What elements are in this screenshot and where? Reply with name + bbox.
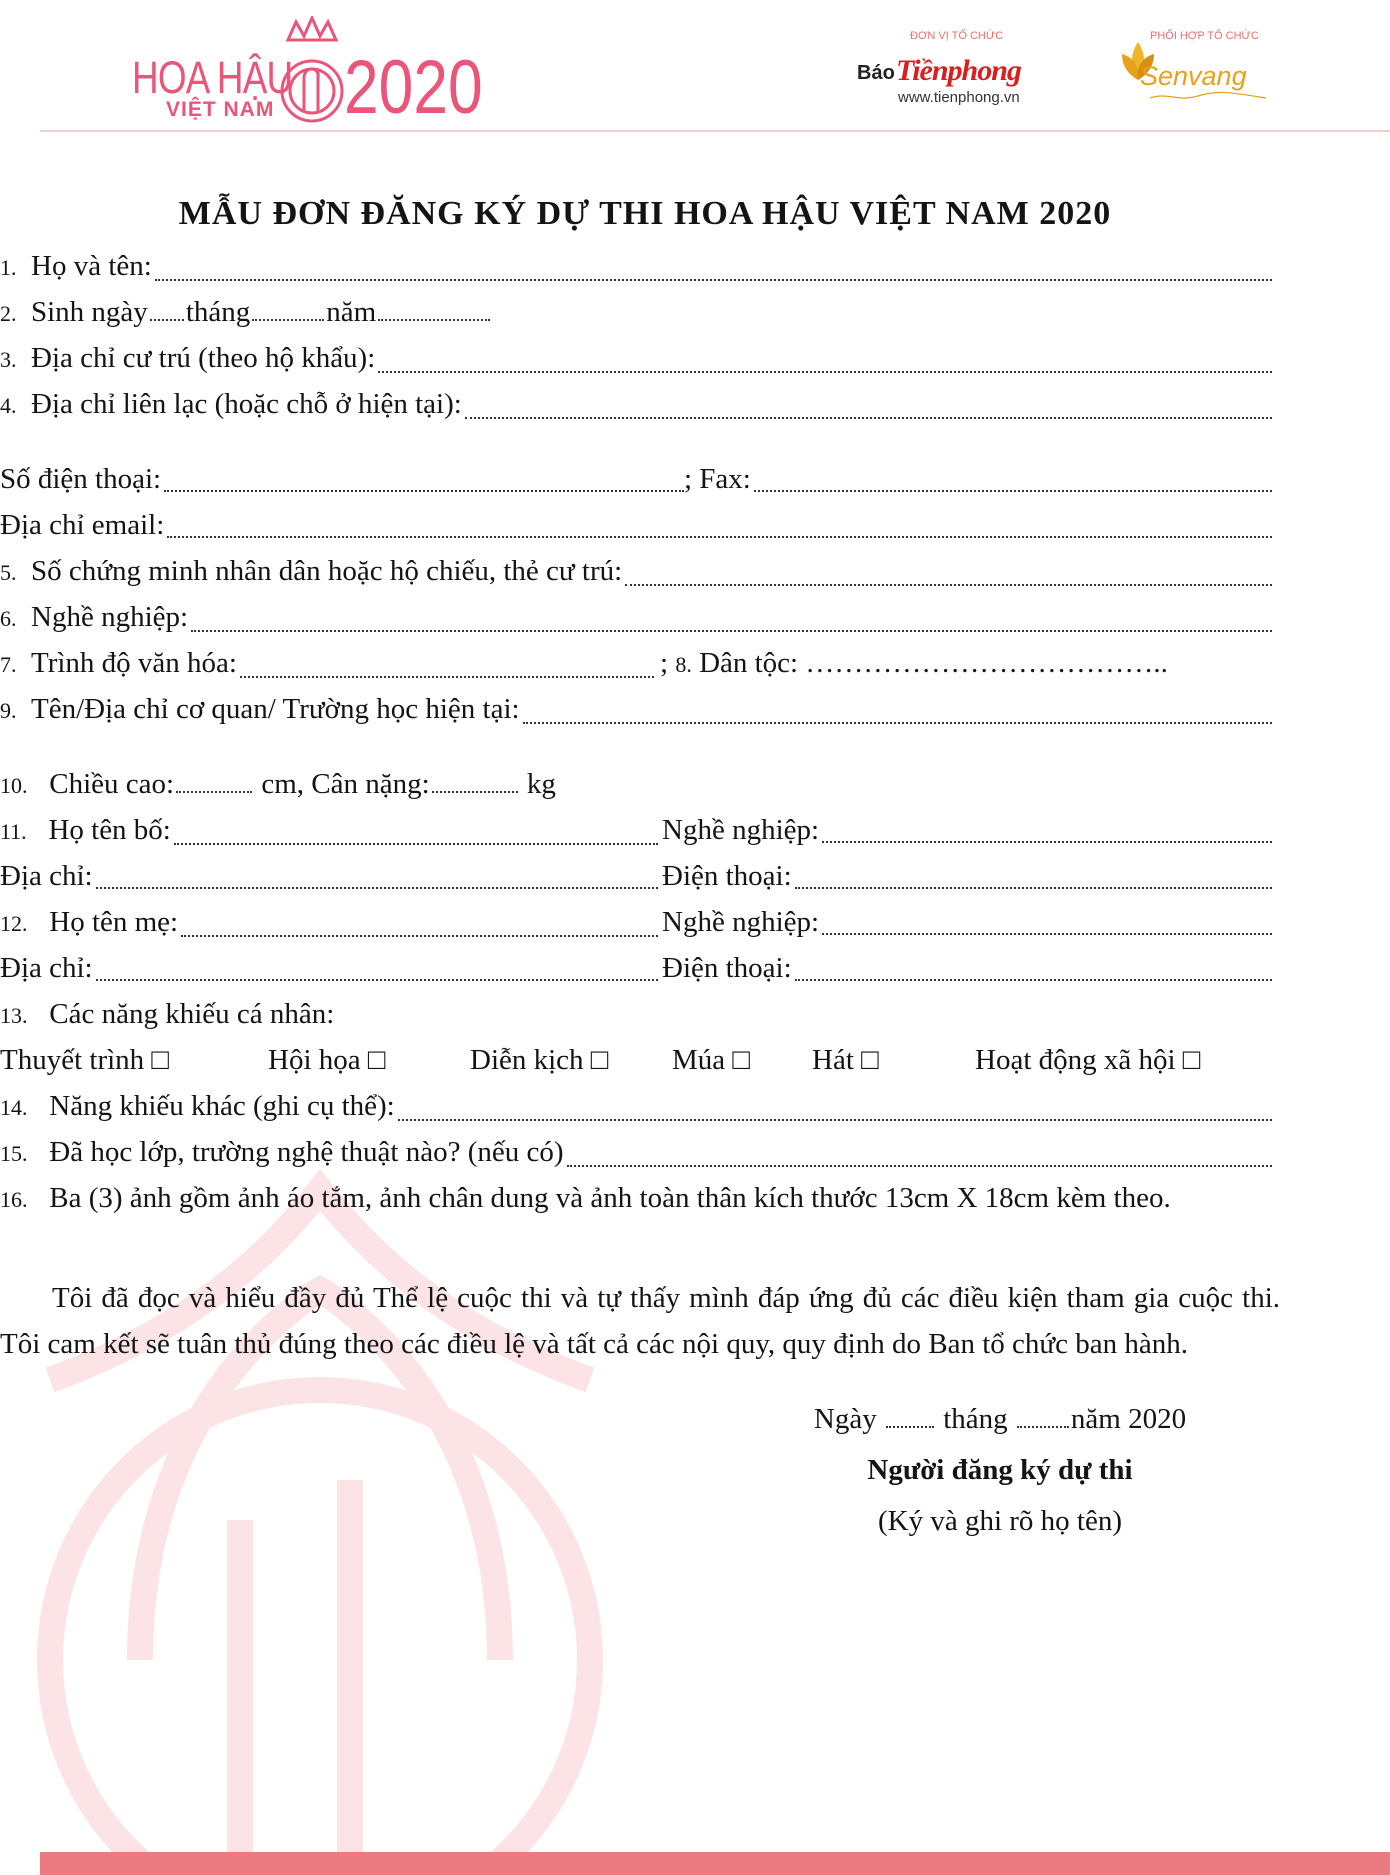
senvang-signature-icon	[1148, 90, 1268, 102]
declaration-paragraph: Tôi đã đọc và hiểu đầy đủ Thể lệ cuộc thi và tự thấy mình đáp ứng đủ các điều kiện tham gia cuộc thi. Tôi cam kết sẽ tuân thủ đúng theo các điều lệ và tất cả các nội quy, quy định do Ban tổ chức ban hành.	[0, 1282, 1280, 1360]
phone-row	[0, 459, 1272, 499]
father-address-label: Địa chỉ:	[0, 860, 93, 892]
talent-option-acting[interactable]: Diễn kịch □	[470, 1044, 609, 1076]
field-5-label: Số chứng minh nhân dân hoặc hộ chiếu, thẻ cư trú:	[31, 555, 623, 587]
tienphong-url: www.tienphong.vn	[898, 89, 1020, 106]
email-row	[0, 505, 1272, 545]
height-label: Chiều cao:	[49, 768, 175, 800]
mother-name-label: Họ tên mẹ:	[49, 906, 179, 938]
field-14-row: 14. Năng khiếu khác (ghi cụ thể):	[0, 1086, 1272, 1126]
email-input[interactable]	[167, 535, 1272, 538]
ethnicity-input[interactable]: ………………………………..	[805, 647, 1168, 679]
talent-option-painting[interactable]: Hội họa □	[268, 1044, 386, 1076]
talents-label: Các năng khiếu cá nhân:	[49, 998, 335, 1030]
hoa-hau-logo	[132, 10, 492, 130]
talent-options	[0, 1040, 1272, 1080]
field-2-day-label: Sinh ngày	[31, 296, 148, 328]
field-3-row: 3. Địa chỉ cư trú (theo hộ khẩu):	[0, 338, 1272, 378]
mother-phone-label: Điện thoại:	[662, 952, 792, 984]
field-6-label: Nghề nghiệp:	[31, 601, 189, 633]
field-8-label: Dân tộc:	[699, 647, 799, 679]
field-7-row: 7. Trình độ văn hóa: ; 8. Dân tộc: ………………………………..	[0, 643, 1272, 683]
full-name-input[interactable]	[155, 278, 1272, 281]
logo-sub: VIỆT NAM	[166, 98, 275, 121]
signer-role: Người đăng ký dự thi	[867, 1454, 1133, 1486]
mother-job-input[interactable]	[822, 932, 1272, 935]
sign-day-input[interactable]	[886, 1425, 934, 1428]
header-divider	[40, 130, 1390, 132]
field-16-text: Ba (3) ảnh gồm ảnh áo tắm, ảnh chân dung và ảnh toàn thân kích thước 13cm X 18cm kèm theo.	[49, 1182, 1171, 1214]
talent-option-singing[interactable]: Hát □	[812, 1044, 879, 1076]
field-7-label: Trình độ văn hóa:	[31, 647, 237, 679]
father-address-input[interactable]	[96, 886, 658, 889]
field-6-row: 6. Nghề nghiệp:	[0, 597, 1272, 637]
logo-year: 2020	[344, 45, 483, 130]
art-school-input[interactable]	[567, 1164, 1272, 1167]
father-phone-input[interactable]	[795, 886, 1272, 889]
field-5-row: 5. Số chứng minh nhân dân hoặc hộ chiếu, thẻ cư trú:	[0, 551, 1272, 591]
birth-year-input[interactable]	[378, 318, 490, 321]
field-15-label: Đã học lớp, trường nghệ thuật nào? (nếu có)	[49, 1136, 564, 1168]
email-label: Địa chỉ email:	[0, 509, 165, 541]
tienphong-prefix: Báo	[857, 62, 895, 84]
weight-input[interactable]	[432, 790, 518, 793]
field-9-label: Tên/Địa chỉ cơ quan/ Trường học hiện tại:	[31, 693, 520, 725]
talent-option-presentation[interactable]: Thuyết trình □	[0, 1044, 169, 1076]
field-13-row: 13. Các năng khiếu cá nhân:	[0, 998, 335, 1030]
fax-input[interactable]	[754, 489, 1272, 492]
signature-note: (Ký và ghi rõ họ tên)	[877, 1505, 1123, 1537]
other-talents-input[interactable]	[398, 1118, 1272, 1121]
father-name-label: Họ tên bố:	[48, 814, 171, 846]
father-job-input[interactable]	[822, 840, 1272, 843]
footer-bar	[40, 1852, 1390, 1875]
birth-day-input[interactable]	[150, 318, 184, 321]
father-job-label: Nghề nghiệp:	[662, 814, 820, 846]
phone-input[interactable]	[164, 489, 684, 492]
mother-address-row	[0, 948, 1272, 988]
mother-address-label: Địa chỉ:	[0, 952, 93, 984]
id-number-input[interactable]	[625, 583, 1272, 586]
field-10-row: 10. Chiều cao: cm, Cân nặng: kg	[0, 768, 556, 800]
mother-job-label: Nghề nghiệp:	[662, 906, 820, 938]
talent-option-dance[interactable]: Múa □	[672, 1044, 750, 1076]
field-11-row: 11. Họ tên bố: Nghề nghiệp:	[0, 810, 1272, 850]
mother-address-input[interactable]	[96, 978, 658, 981]
mother-name-input[interactable]	[181, 934, 658, 937]
crown-emblem-icon	[274, 16, 350, 126]
field-9-row: 9. Tên/Địa chỉ cơ quan/ Trường học hiện tại:	[0, 689, 1272, 729]
field-14-label: Năng khiếu khác (ghi cụ thể):	[49, 1090, 395, 1122]
field-4-label: Địa chỉ liên lạc (hoặc chỗ ở hiện tại):	[31, 388, 462, 420]
field-1-row: 1. Họ và tên:	[0, 246, 1272, 286]
coorganizer-caption: PHỐI HỢP TỔ CHỨC	[1150, 30, 1259, 42]
field-2-row: 2. Sinh ngày tháng năm	[0, 292, 492, 332]
tienphong-logo: Tiềnphong	[896, 54, 1021, 87]
father-name-input[interactable]	[174, 842, 658, 845]
sign-month-input[interactable]	[1017, 1425, 1069, 1428]
field-4-row: 4. Địa chỉ liên lạc (hoặc chỗ ở hiện tại):	[0, 384, 1272, 424]
senvang-logo: Senvang	[1140, 61, 1247, 91]
mother-phone-input[interactable]	[795, 978, 1272, 981]
permanent-address-input[interactable]	[378, 370, 1272, 373]
school-input[interactable]	[523, 721, 1272, 724]
birth-month-input[interactable]	[252, 318, 324, 321]
field-12-row: 12. Họ tên mẹ: Nghề nghiệp:	[0, 902, 1272, 942]
talent-option-social-activities[interactable]: Hoạt động xã hội □	[975, 1044, 1201, 1076]
contact-address-input[interactable]	[465, 416, 1272, 419]
field-1-label: Họ và tên:	[31, 250, 152, 282]
occupation-input[interactable]	[191, 629, 1272, 632]
height-input[interactable]	[176, 790, 252, 793]
field-15-row: 15. Đã học lớp, trường nghệ thuật nào? (nếu có)	[0, 1132, 1272, 1172]
organizer-caption: ĐƠN VỊ TỔ CHỨC	[910, 30, 1004, 42]
fax-label: ; Fax:	[684, 463, 751, 495]
form-title: MẪU ĐƠN ĐĂNG KÝ DỰ THI HOA HẬU VIỆT NAM 2020	[178, 195, 1112, 232]
signature-date: Ngày tháng năm 2020	[813, 1403, 1187, 1435]
field-16-row: 16. Ba (3) ảnh gồm ảnh áo tắm, ảnh chân dung và ảnh toàn thân kích thước 13cm X 18cm kèm theo.	[0, 1182, 1171, 1214]
logo-word: HOA HẬU	[132, 52, 293, 103]
education-input[interactable]	[240, 675, 654, 678]
father-phone-label: Điện thoại:	[662, 860, 792, 892]
field-3-label: Địa chỉ cư trú (theo hộ khẩu):	[31, 342, 376, 374]
phone-label: Số điện thoại:	[0, 463, 162, 495]
father-address-row	[0, 856, 1272, 896]
